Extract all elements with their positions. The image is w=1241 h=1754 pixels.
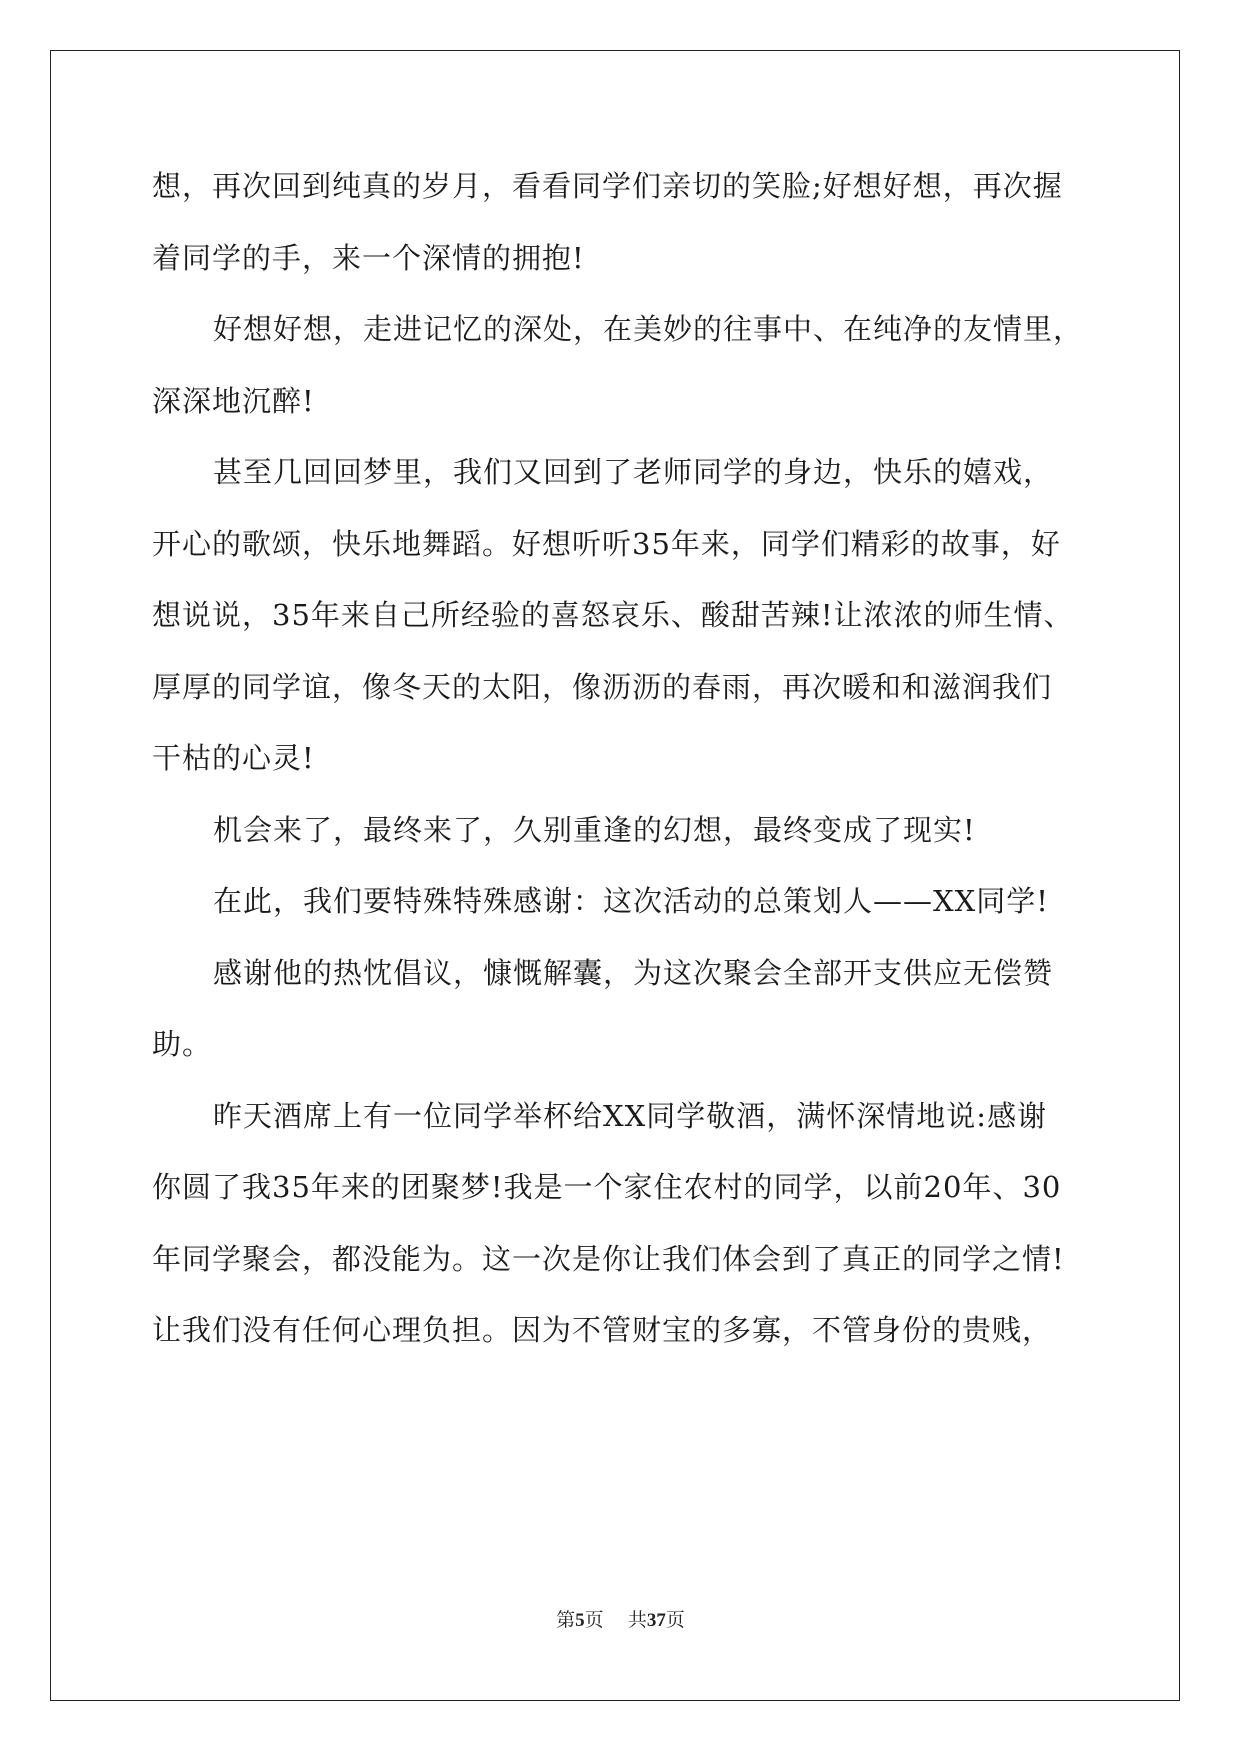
text-line: 感谢他的热忱倡议，慷慨解囊，为这次聚会全部开支供应无偿赞	[213, 955, 1054, 990]
text-line: 开心的歌颂，快乐地舞蹈。好想听听35年来，同学们精彩的故事，好	[152, 526, 1061, 561]
text-line: 好想好想，走进记忆的深处，在美妙的往事中、在纯净的友情里，	[213, 312, 1084, 346]
text-line: 干枯的心灵!	[152, 741, 315, 775]
footer-total-pages: 37	[646, 1610, 666, 1631]
text-line: 想，再次回到纯真的岁月，看看同学们亲切的笑脸;好想好想，再次握	[152, 169, 1063, 203]
text-line: 让我们没有任何心理负担。因为不管财宝的多寡，不管身份的贵贱，	[152, 1313, 1053, 1347]
page-border	[50, 50, 1180, 1701]
footer-prefix: 第	[556, 1609, 576, 1631]
text-line: 想说说，35年来自己所经验的喜怒哀乐、酸甜苦辣!让浓浓的师生情、	[152, 598, 1074, 632]
text-line: 厚厚的同学谊，像冬天的太阳，像沥沥的春雨，再次暖和和滋润我们	[152, 669, 1053, 704]
footer-page-suffix: 页	[584, 1609, 604, 1631]
text-line: 昨天酒席上有一位同学举杯给XX同学敬酒，满怀深情地说:感谢	[213, 1098, 1048, 1133]
text-line: 甚至几回回梦里，我们又回到了老师同学的身边，快乐的嬉戏，	[213, 455, 1054, 489]
text-line: 助。	[152, 1027, 213, 1061]
text-line: 着同学的手，来一个深情的拥抱!	[152, 240, 585, 275]
page-footer	[0, 1608, 1241, 1633]
footer-page-number: 5	[575, 1610, 585, 1631]
footer-total-suffix: 页	[665, 1609, 685, 1631]
text-line: 深深地沉醉!	[152, 383, 315, 418]
text-line: 年同学聚会，都没能为。这一次是你让我们体会到了真正的同学之情!	[152, 1241, 1065, 1276]
text-line: 机会来了，最终来了，久别重逢的幻想，最终变成了现实!	[213, 812, 976, 847]
text-line: 在此，我们要特殊特殊感谢：这次活动的总策划人——XX同学!	[213, 884, 1049, 918]
footer-total-prefix: 共	[627, 1609, 647, 1631]
text-line: 你圆了我35年来的团聚梦!我是一个家住农村的同学，以前20年、30	[152, 1170, 1062, 1204]
